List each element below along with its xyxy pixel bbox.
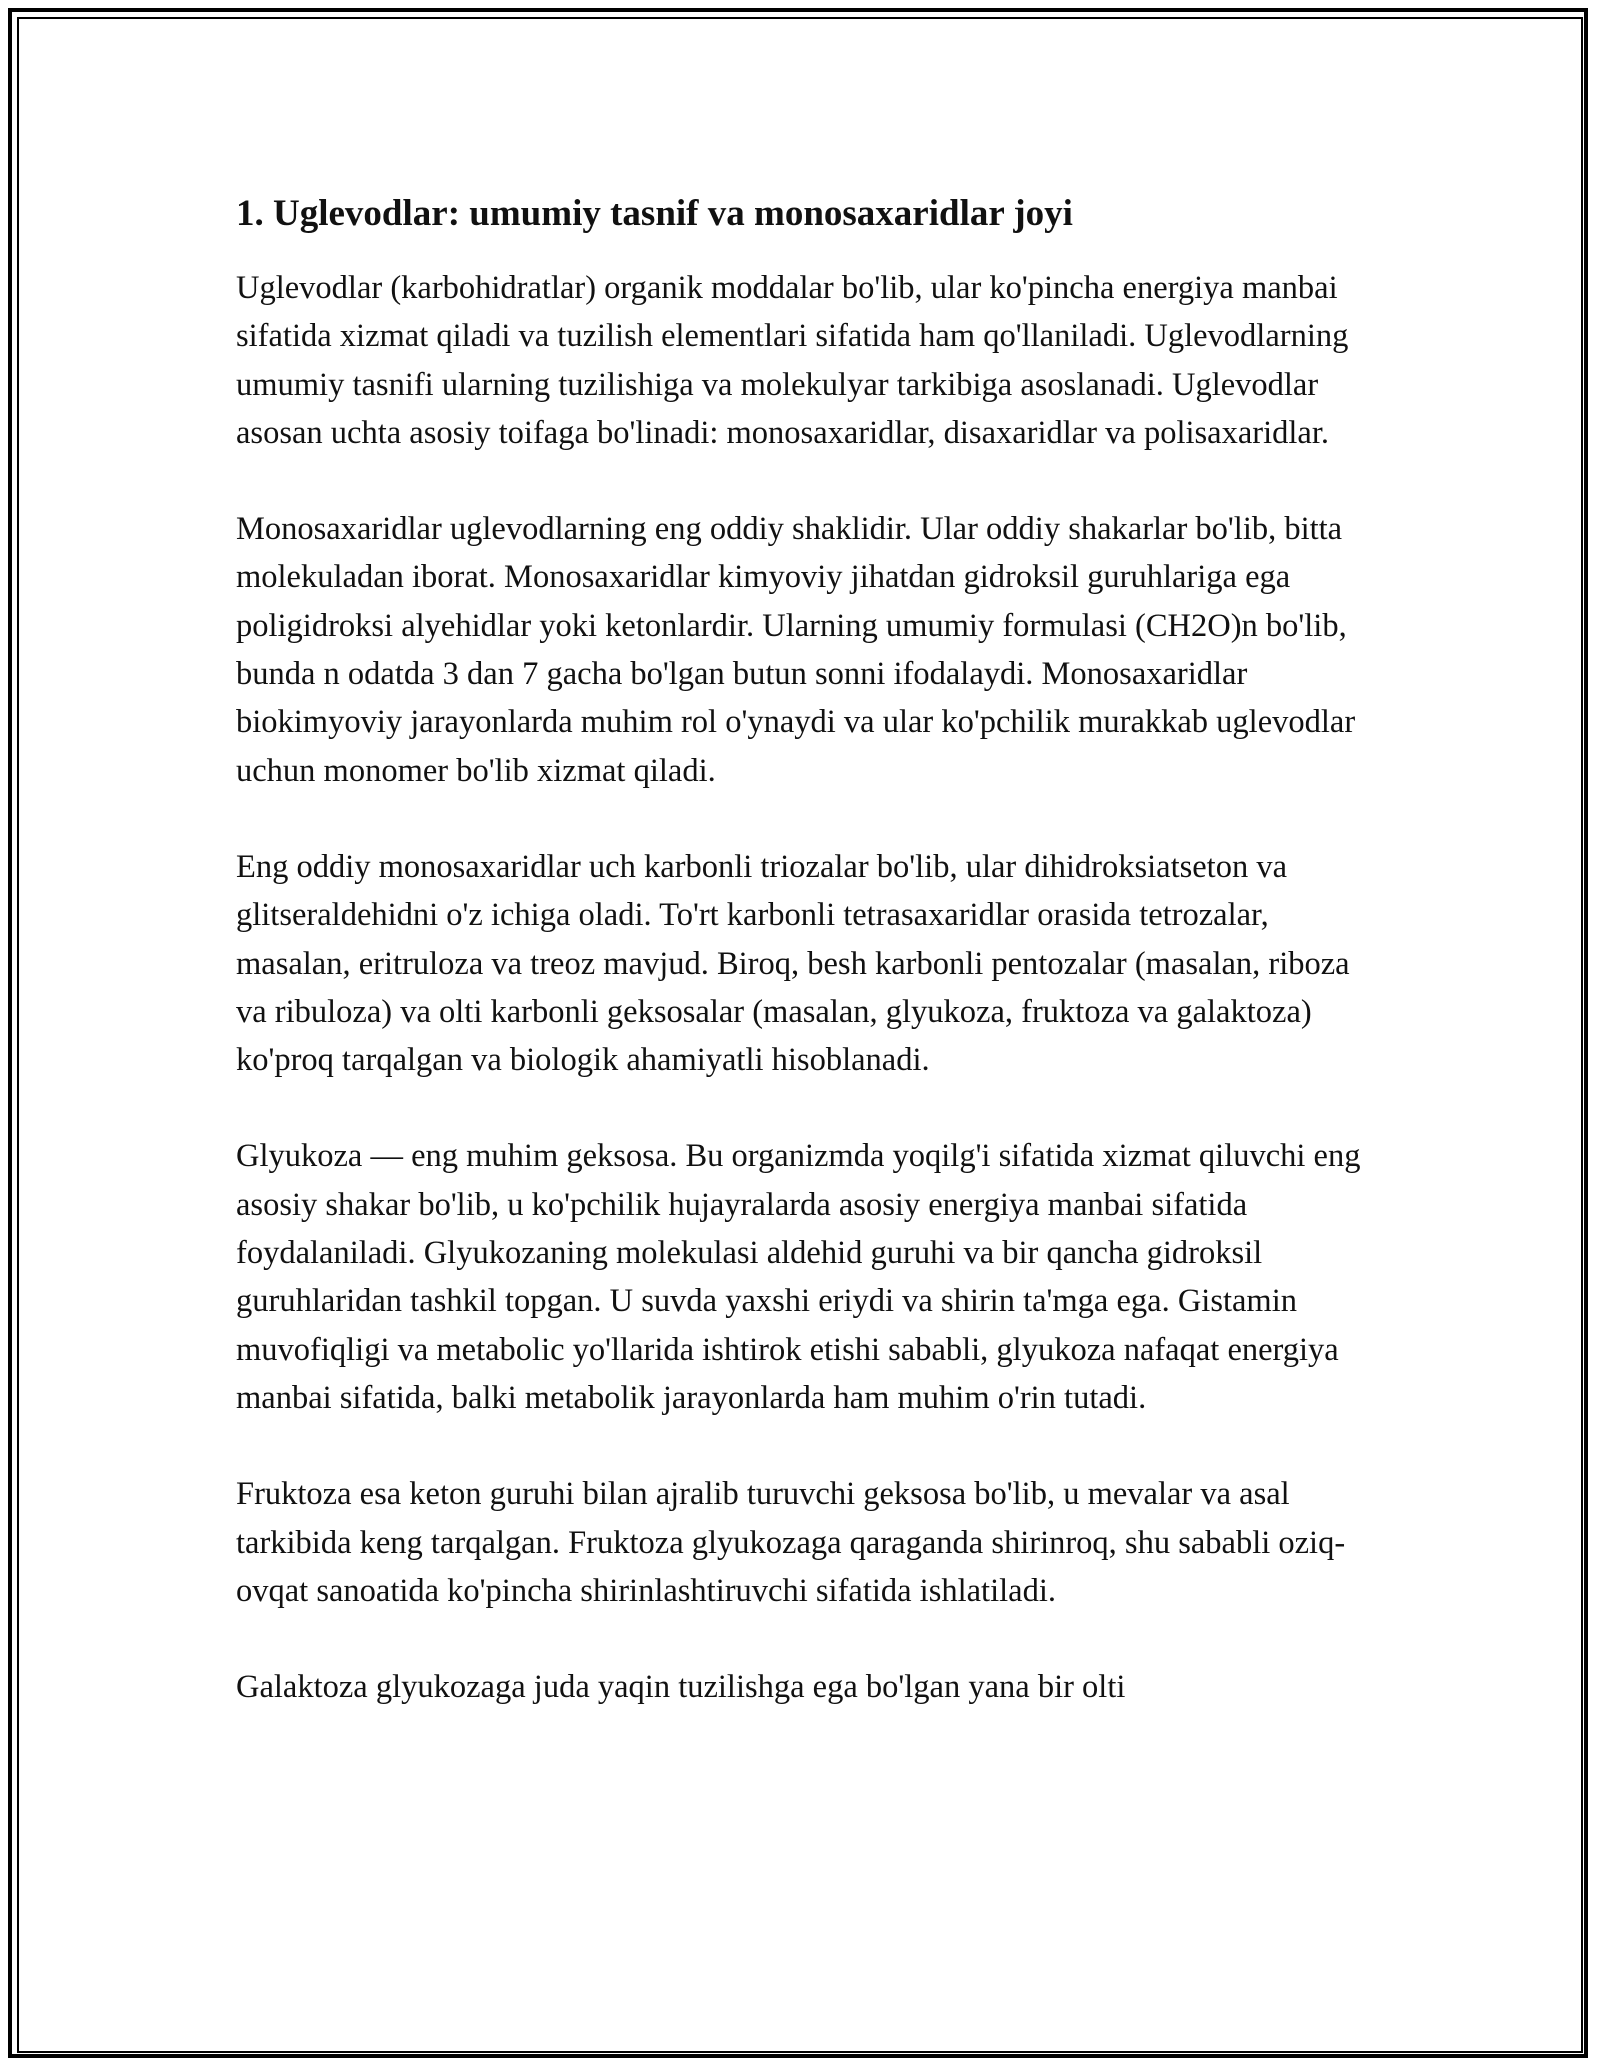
section-heading: 1. Uglevodlar: umumiy tasnif va monosaxaridlar joyi: [236, 193, 1073, 234]
paragraph-carbohydrates-intro: Uglevodlar (karbohidratlar) organik moddalar bo'lib, ular ko'pincha energiya manbai sifatida xizmat qiladi va tuzilish elementlari sifatida ham qo'llaniladi. Uglevodlarning umumiy tasnifi ularning tuzilishiga va molekulyar tarkibiga asoslanadi. Uglevodlar asosan uchta asosiy toifaga bo'linadi: monosaxaridlar, disaxaridlar va polisaxaridlar.: [236, 270, 1349, 451]
paragraph-fructose: Fruktoza esa keton guruhi bilan ajralib turuvchi geksosa bo'lib, u mevalar va asal tarkibida keng tarqalgan. Fruktoza glyukozaga qaraganda shirinroq, shu sababli oziq-ovqat sanoatida ko'pincha shirinlashtiruvchi sifatida ishlatiladi.: [236, 1476, 1346, 1609]
document-body: [236, 186, 1376, 1759]
paragraph-simple-monosaccharides: Eng oddiy monosaxaridlar uch karbonli triozalar bo'lib, ular dihidroksiatseton va glitseraldehidni o'z ichiga oladi. To'rt karbonli tetrasaxaridlar orasida tetrozalar, masalan, eritruloza va treoz mavjud. Biroq, besh karbonli pentozalar (masalan, riboza va ribuloza) va olti karbonli geksosalar (masalan, glyukoza, fruktoza va galaktoza) ko'proq tarqalgan va biologik ahamiyatli hisoblanadi.: [236, 848, 1350, 1079]
paragraph-galactose: Galaktoza glyukozaga juda yaqin tuzilishga ega bo'lgan yana bir olti: [236, 1669, 1126, 1706]
paragraph-monosaccharides: Monosaxaridlar uglevodlarning eng oddiy shaklidir. Ular oddiy shakarlar bo'lib, bitta molekuladan iborat. Monosaxaridlar kimyoviy jihatdan gidroksil guruhlariga ega poligidroksi alyehidlar yoki ketonlardir. Ularning umumiy formulasi (CH2O)n bo'lib, bunda n odatda 3 dan 7 gacha bo'lgan butun sonni ifodalaydi. Monosaxaridlar biokimyoviy jarayonlarda muhim rol o'ynaydi va ular ko'pchilik murakkab uglevodlar uchun monomer bo'lib xizmat qiladi.: [236, 511, 1356, 789]
paragraph-glucose: Glyukoza — eng muhim geksosa. Bu organizmda yoqilg'i sifatida xizmat qiluvchi eng asosiy shakar bo'lib, u ko'pchilik hujayralarda asosiy energiya manbai sifatida foydalaniladi. Glyukozaning molekulasi aldehid guruhi va bir qancha gidroksil guruhlaridan tashkil topgan. U suvda yaxshi eriydi va shirin ta'mga ega. Gistamin muvofiqligi va metabolic yo'llarida ishtirok etishi sababli, glyukoza nafaqat energiya manbai sifatida, balki metabolik jarayonlarda ham muhim o'rin tutadi.: [236, 1138, 1361, 1416]
